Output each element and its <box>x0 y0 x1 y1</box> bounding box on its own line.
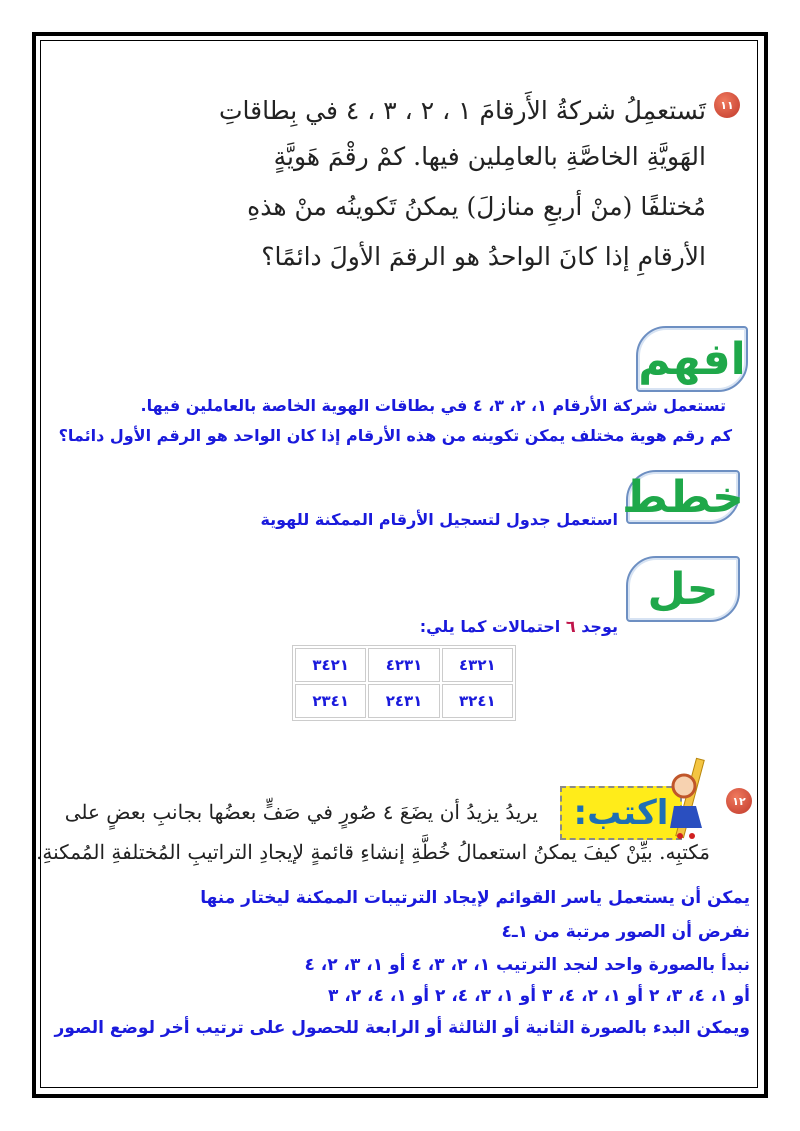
understand-label-text: افهم <box>638 333 746 385</box>
table-cell: ٣٢٤١ <box>442 684 513 718</box>
understand-line: تستعمل شركة الأرقام ١، ٢، ٣، ٤ في بطاقات الهوية الخاصة بالعاملين فيها. <box>140 396 726 415</box>
solve-label-text: حل <box>647 563 719 615</box>
question-number-badge: ١٢ <box>726 788 752 814</box>
question-line: مَكتبِه. بيِّنْ كيفَ يمكنُ استعمالُ خُطَّةِ إنشاءِ قائمةٍ لإيجادِ التراتيبِ المُختلفةِ المُمكنةِ. <box>36 840 710 864</box>
table-row <box>295 684 513 718</box>
write-label-text: اكتب: <box>573 793 669 833</box>
plan-text: استعمل جدول لتسجيل الأرقام الممكنة للهوية <box>260 510 618 529</box>
question-line: مُختلفًا (منْ أربعِ منازلَ) يمكنُ تَكوينُه منْ هذهِ <box>247 192 706 221</box>
solve-text-after: احتمالات كما يلي: <box>419 617 561 636</box>
solve-text-before: يوجد <box>581 617 618 636</box>
understand-line: كم رقم هوية مختلف يمكن تكوينه من هذه الأرقام إذا كان الواحد هو الرقم الأول دائما؟ <box>58 426 732 445</box>
question-line: تَستعمِلُ شركةُ الأَرقامَ ١ ، ٢ ، ٣ ، ٤ في بِطاقاتِ <box>219 96 706 125</box>
answer-line: أو ١، ٤، ٣، ٢ أو ١، ٢، ٤، ٣ أو ١، ٣، ٤، ٢ أو ١، ٤، ٢، ٣ <box>328 986 750 1006</box>
answer-line: ويمكن البدء بالصورة الثانية أو الثالثة أو الرابعة للحصول على ترتيب أخر لوضع الصور <box>54 1018 750 1038</box>
solve-text <box>420 617 618 636</box>
question-line: يريدُ يزيدُ أن يضَعَ ٤ صُورٍ في صَفٍّ بعضُها بجانبِ بعضٍ على <box>64 800 538 824</box>
table-cell: ٤٢٣١ <box>368 648 439 682</box>
plan-label <box>622 470 744 524</box>
table-cell: ٢٤٣١ <box>368 684 439 718</box>
question-line: الأرقامِ إذا كانَ الواحدُ هو الرقمَ الأولَ دائمًا؟ <box>261 242 706 271</box>
solve-label <box>626 556 740 622</box>
girl-pencil-illustration <box>664 756 714 846</box>
table-cell: ٢٣٤١ <box>295 684 366 718</box>
table-row <box>295 648 513 682</box>
answer-line: نفرض أن الصور مرتبة من ١ـ٤ <box>501 922 750 942</box>
table-cell: ٤٣٢١ <box>442 648 513 682</box>
solve-count: ٦ <box>565 617 576 636</box>
question-line: الهَويَّةِ الخاصَّةِ بالعامِلين فيها. كمْ رقْمَ هَويَّةٍ <box>273 142 706 171</box>
plan-label-text: خطط <box>622 471 744 523</box>
understand-label <box>636 326 748 392</box>
answer-line: يمكن أن يستعمل ياسر القوائم لإيجاد الترتيبات الممكنة ليختار منها <box>200 888 750 908</box>
question-number-badge: ١١ <box>714 92 740 118</box>
answer-line: نبدأ بالصورة واحد لنجد الترتيب ١، ٢، ٣، ٤ أو ١، ٣، ٢، ٤ <box>304 955 750 975</box>
table-cell: ٣٤٢١ <box>295 648 366 682</box>
permutations-table <box>292 645 516 721</box>
